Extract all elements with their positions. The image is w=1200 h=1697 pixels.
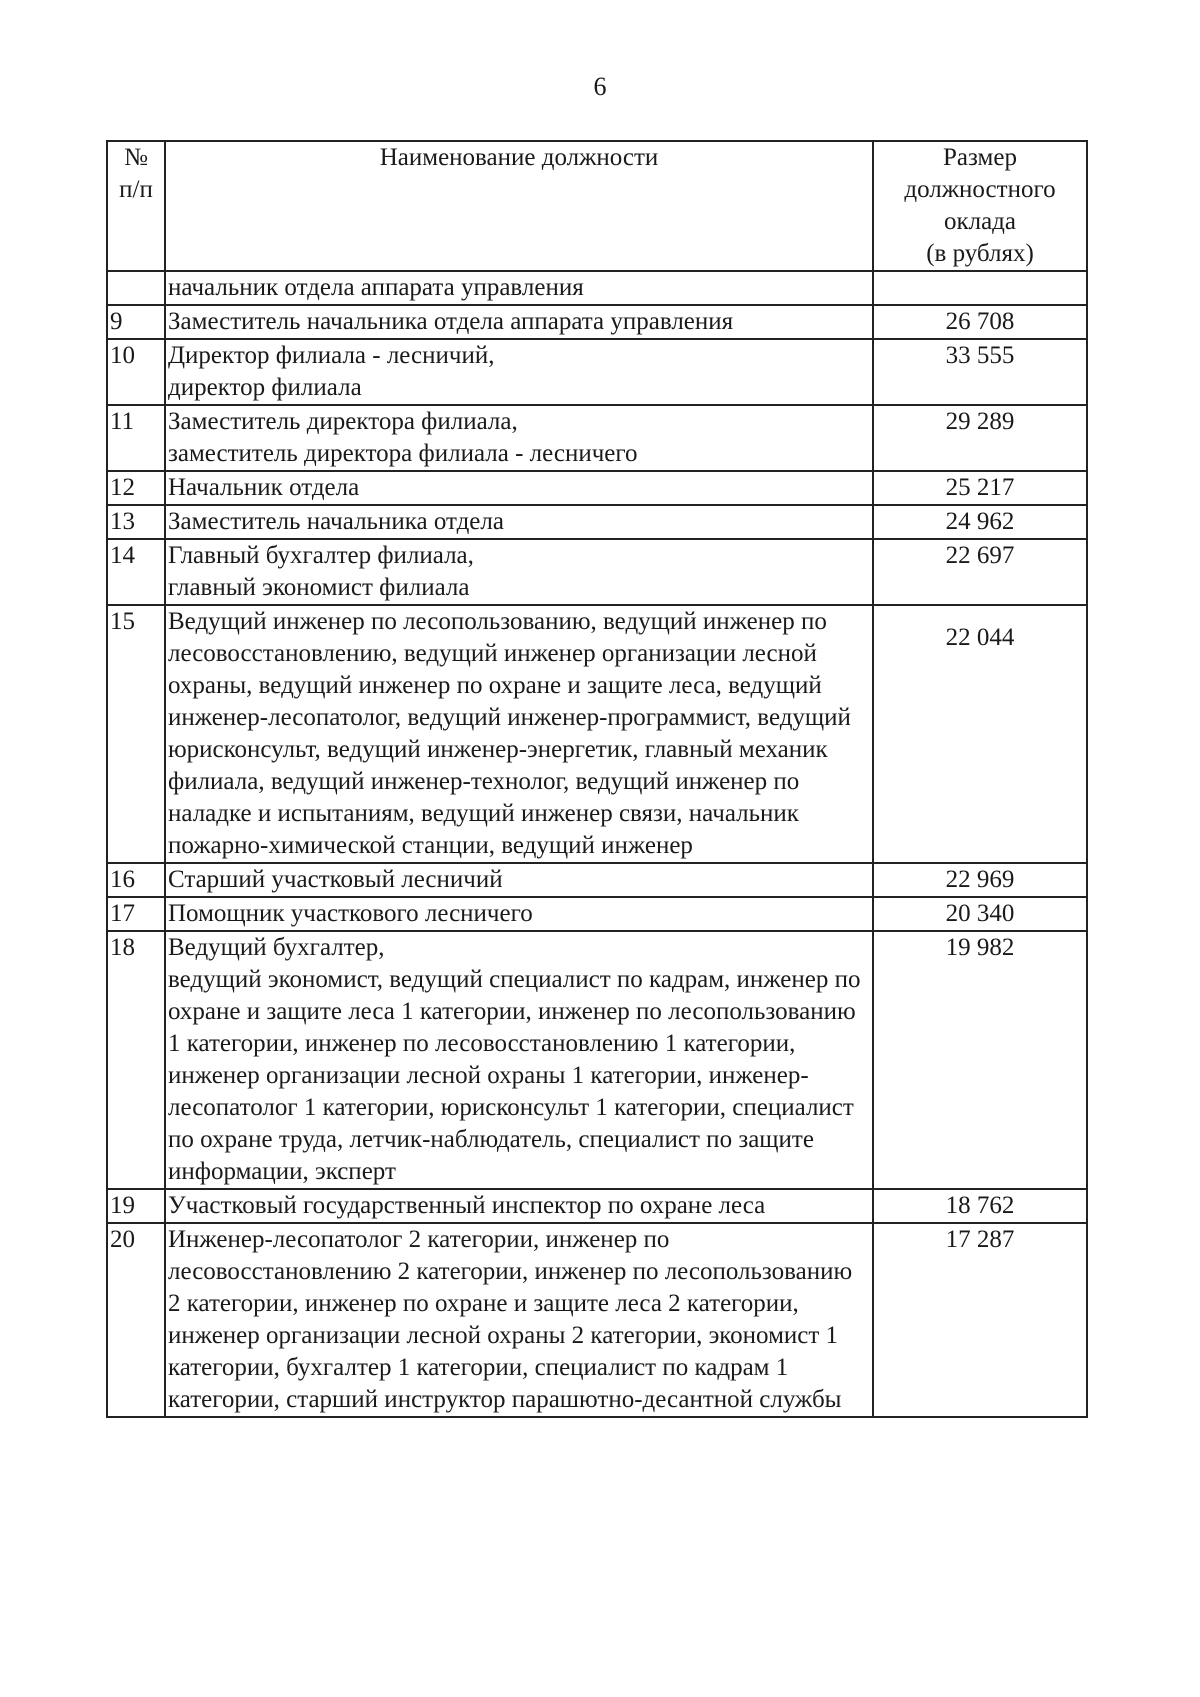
row-position: Директор филиала - лесничий, директор филиала — [165, 339, 873, 405]
table-row — [107, 539, 1087, 605]
row-salary: 29 289 — [873, 405, 1087, 471]
table-row — [107, 931, 1087, 1189]
table-row — [107, 605, 1087, 863]
row-number: 18 — [107, 931, 165, 1189]
page-number: 6 — [593, 72, 607, 101]
row-salary: 17 287 — [873, 1223, 1087, 1417]
table-row — [107, 897, 1087, 931]
row-position: Заместитель директора филиала, заместитель директора филиала - лесничего — [165, 405, 873, 471]
row-position: Заместитель начальника отдела — [165, 505, 873, 539]
row-position: Ведущий бухгалтер, ведущий экономист, ведущий специалист по кадрам, инженер по охране и защите леса 1 категории, инженер по лесопользованию 1 категории, инженер по лесовосстановлению 1 категории, инженер организации лесной охраны 1 категории, инженер-лесопатолог 1 категории, юрисконсульт 1 категории, специалист по охране труда, летчик-наблюдатель, специалист по защите информации, эксперт — [165, 931, 873, 1189]
row-position: Главный бухгалтер филиала, главный экономист филиала — [165, 539, 873, 605]
table-row — [107, 863, 1087, 897]
header-number: № п/п — [107, 141, 165, 271]
table-row — [107, 271, 1087, 305]
row-salary: 26 708 — [873, 305, 1087, 339]
row-salary: 19 982 — [873, 931, 1087, 1189]
row-salary: 20 340 — [873, 897, 1087, 931]
header-salary: Размер должностного оклада (в рублях) — [873, 141, 1087, 271]
row-position: Старший участковый лесничий — [165, 863, 873, 897]
row-number: 17 — [107, 897, 165, 931]
row-position: Инженер-лесопатолог 2 категории, инженер по лесовосстановлению 2 категории, инженер по лесопользованию 2 категории, инженер по охране и защите леса 2 категории, инженер организации лесной охраны 2 категории, экономист 1 категории, бухгалтер 1 категории, специалист по кадрам 1 категории, старший инструктор парашютно-десантной службы — [165, 1223, 873, 1417]
table-row — [107, 505, 1087, 539]
row-position: Ведущий инженер по лесопользованию, ведущий инженер по лесовосстановлению, ведущий инженер организации лесной охраны, ведущий инженер по охране и защите леса, ведущий инженер-лесопатолог, ведущий инженер-программист, ведущий юрисконсульт, ведущий инженер-энергетик, главный механик филиала, ведущий инженер-технолог, ведущий инженер по наладке и испытаниям, ведущий инженер связи, начальник пожарно-химической станции, ведущий инженер — [165, 605, 873, 863]
row-number: 9 — [107, 305, 165, 339]
row-number: 14 — [107, 539, 165, 605]
salary-table — [106, 140, 1088, 1418]
table-row — [107, 1189, 1087, 1223]
table-header-row — [107, 141, 1087, 271]
row-number: 19 — [107, 1189, 165, 1223]
row-number: 13 — [107, 505, 165, 539]
row-position: начальник отдела аппарата управления — [165, 271, 873, 305]
row-salary: 18 762 — [873, 1189, 1087, 1223]
table-row — [107, 1223, 1087, 1417]
row-salary: 22 969 — [873, 863, 1087, 897]
row-number: 11 — [107, 405, 165, 471]
row-number — [107, 271, 165, 305]
row-salary: 33 555 — [873, 339, 1087, 405]
row-salary: 25 217 — [873, 471, 1087, 505]
header-position-name: Наименование должности — [165, 141, 873, 271]
row-number: 16 — [107, 863, 165, 897]
table-row — [107, 339, 1087, 405]
row-position: Помощник участкового лесничего — [165, 897, 873, 931]
row-salary: 22 044 — [873, 605, 1087, 863]
table-row — [107, 471, 1087, 505]
row-number: 10 — [107, 339, 165, 405]
row-salary — [873, 271, 1087, 305]
table-row — [107, 305, 1087, 339]
row-position: Участковый государственный инспектор по охране леса — [165, 1189, 873, 1223]
row-salary: 24 962 — [873, 505, 1087, 539]
row-number: 20 — [107, 1223, 165, 1417]
row-position: Начальник отдела — [165, 471, 873, 505]
row-number: 15 — [107, 605, 165, 863]
row-number: 12 — [107, 471, 165, 505]
table-row — [107, 405, 1087, 471]
row-position: Заместитель начальника отдела аппарата управления — [165, 305, 873, 339]
row-salary: 22 697 — [873, 539, 1087, 605]
